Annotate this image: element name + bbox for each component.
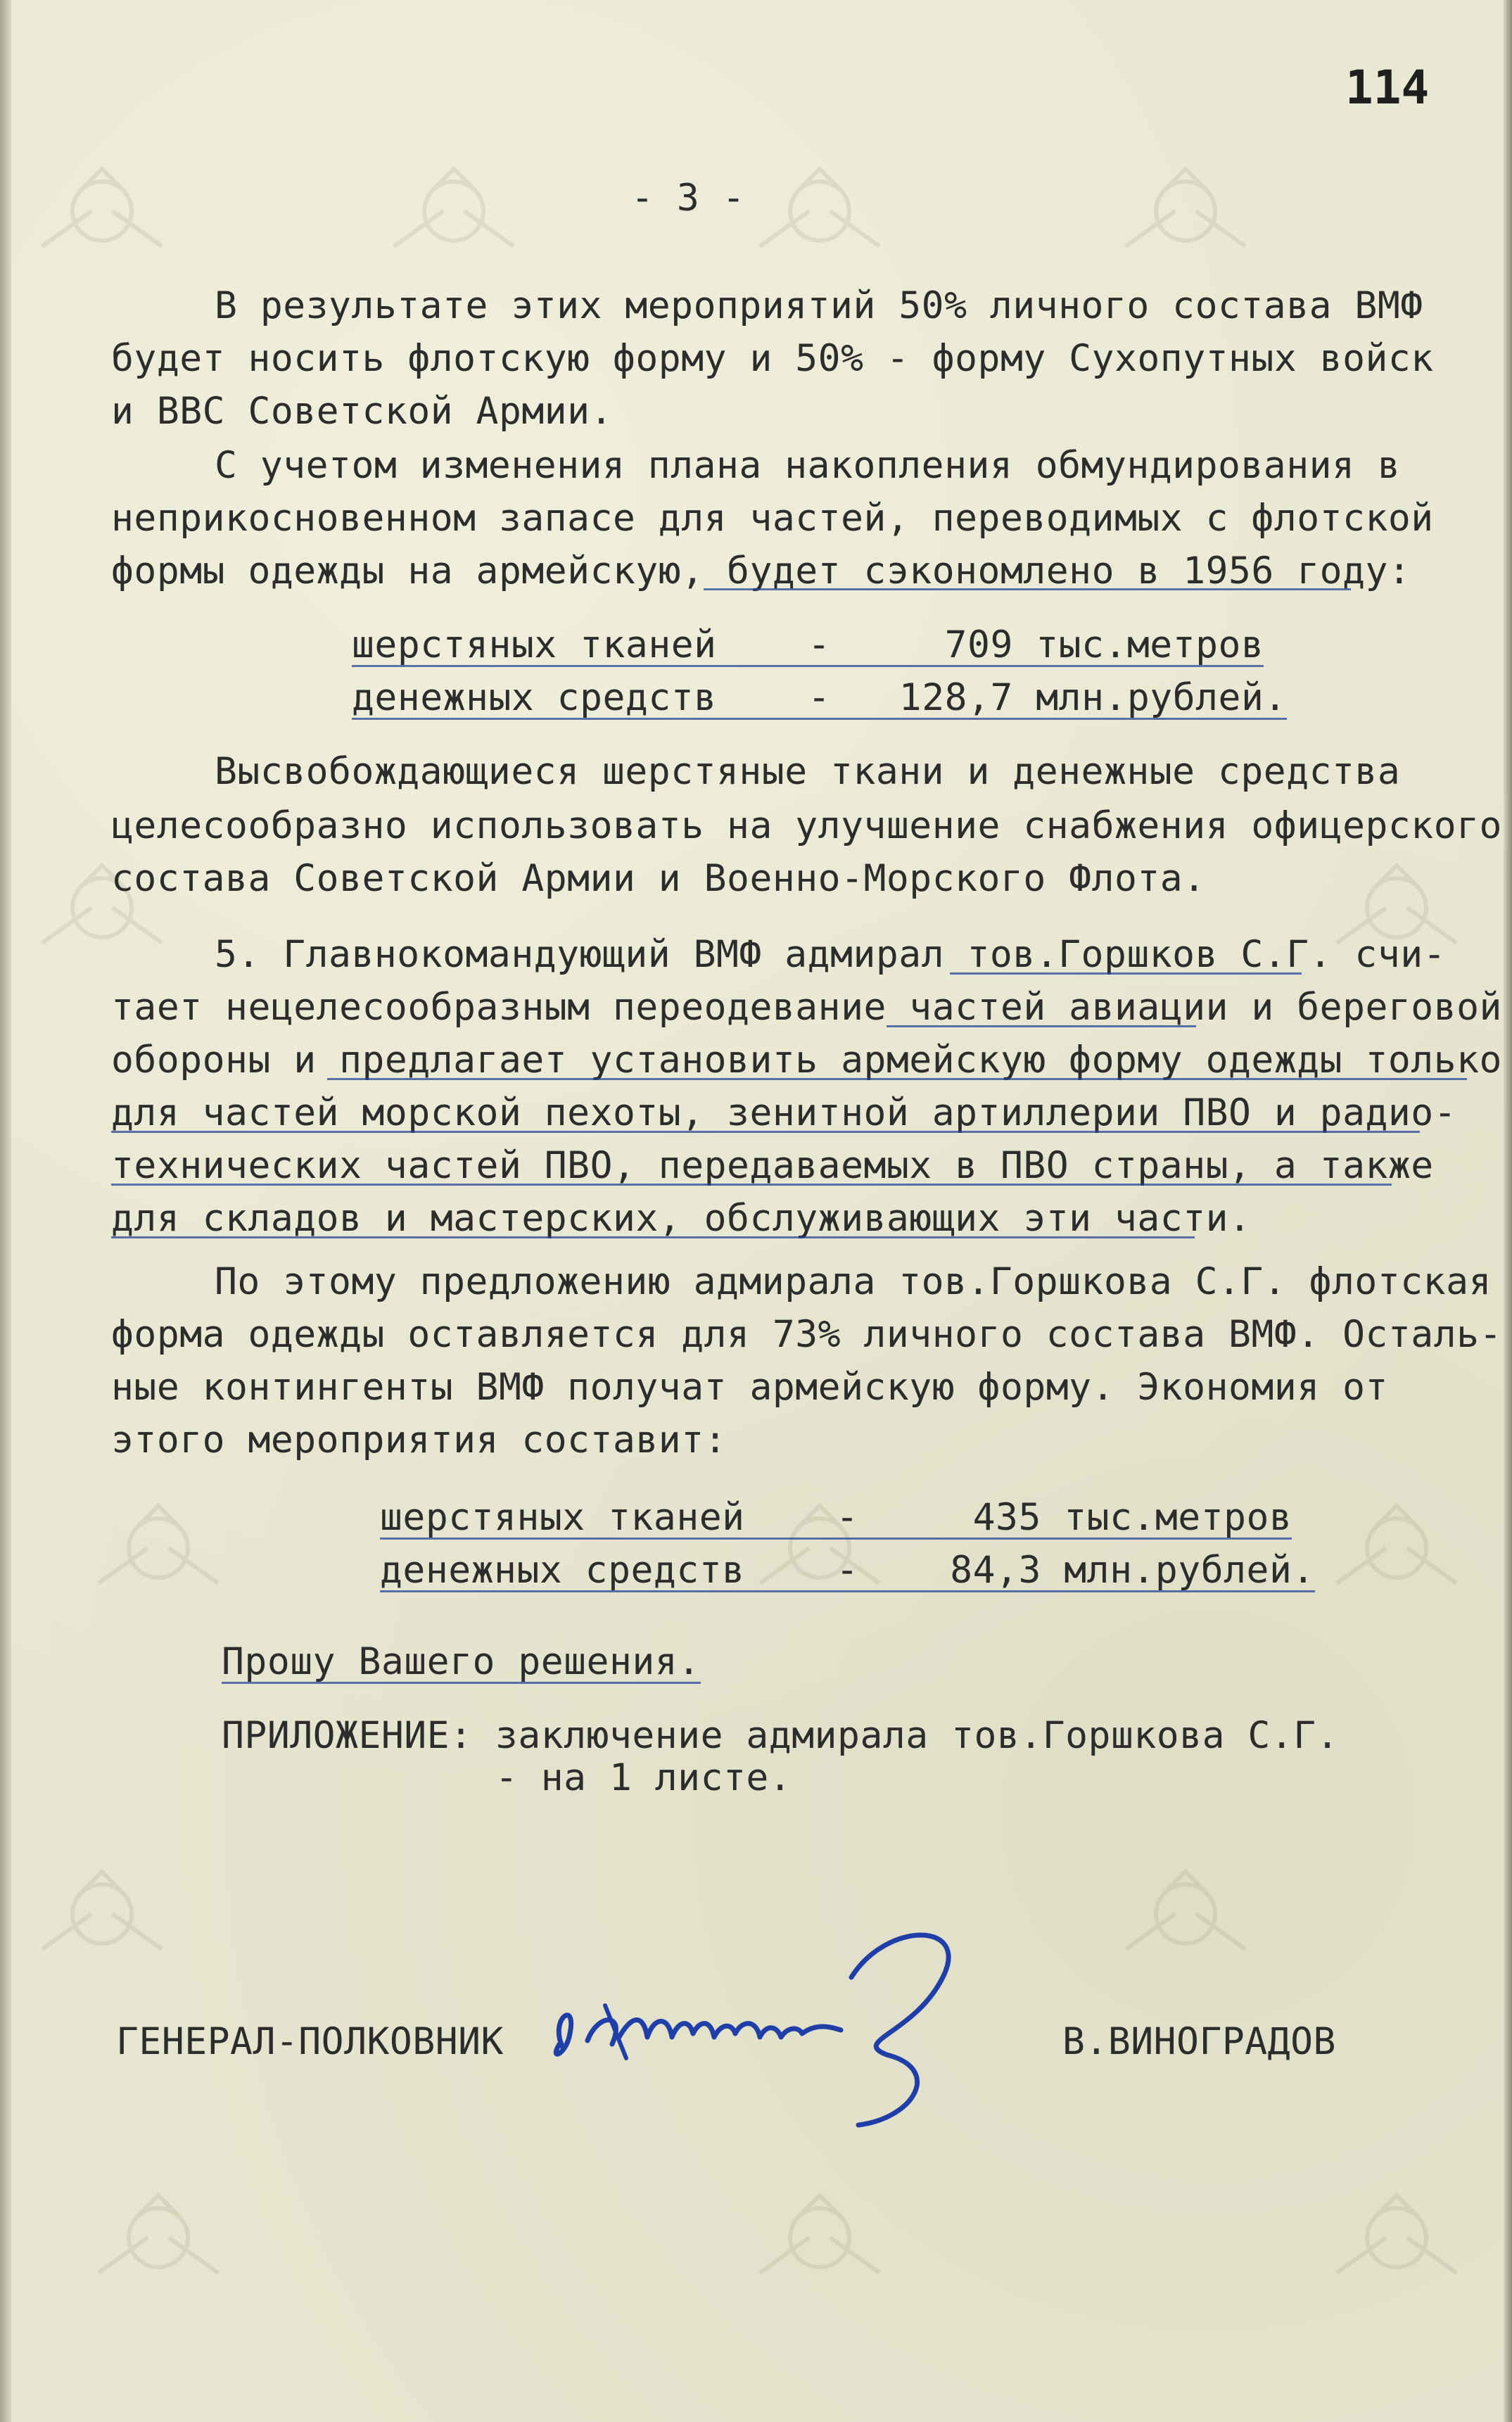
text-line: обороны и предлагает установить армейскую форму одежды только: [111, 1039, 1502, 1082]
attachment-line: - на 1 листе.: [222, 1756, 792, 1799]
watermark-emblem-icon: [1323, 2188, 1470, 2294]
watermark-emblem-icon: [28, 1865, 176, 1970]
text-line: форма одежды оставляется для 73% личного состава ВМФ. Осталь-: [111, 1313, 1502, 1356]
savings-line: денежных средств - 128,7 млн.рублей.: [352, 676, 1287, 719]
text-line: формы одежды на армейскую, будет сэкономлено в 1956 году:: [111, 550, 1411, 592]
text-line: ные контингенты ВМФ получат армейскую форму. Экономия от: [111, 1366, 1388, 1409]
text-line: Высвобождающиеся шерстяные ткани и денежные средства: [215, 750, 1401, 793]
watermark-emblem-icon: [746, 2188, 894, 2294]
text-line: 5. Главнокомандующий ВМФ адмирал тов.Горшков С.Г. счи-: [215, 933, 1447, 976]
archive-sheet-number: 114: [1345, 61, 1430, 115]
watermark-emblem-icon: [84, 2188, 232, 2294]
text-line: технических частей ПВО, передаваемых в ПВО страны, а также: [111, 1144, 1434, 1187]
text-line: для складов и мастерских, обслуживающих эти части.: [111, 1197, 1252, 1240]
ink-underline: [327, 1078, 1467, 1080]
watermark-emblem-icon: [28, 162, 176, 267]
text-line: По этому предложению адмирала тов.Горшкова С.Г. флотская: [215, 1260, 1492, 1303]
text-line: тает нецелесообразным переодевание частей авиации и береговой: [111, 986, 1502, 1029]
handwritten-signature: [521, 1893, 1098, 2160]
signatory-rank: ГЕНЕРАЛ-ПОЛКОВНИК: [116, 2020, 504, 2063]
page-right-edge: [1504, 0, 1512, 2422]
watermark-emblem-icon: [1323, 1499, 1470, 1604]
request-line: Прошу Вашего решения.: [222, 1640, 701, 1683]
text-line: С учетом изменения плана накопления обмундирования в: [215, 444, 1401, 487]
watermark-emblem-icon: [380, 162, 528, 267]
watermark-emblem-icon: [84, 1499, 232, 1604]
page-number: - 3 -: [631, 177, 746, 220]
ink-underline: [111, 1184, 1392, 1186]
text-line: состава Советской Армии и Военно-Морского Флота.: [111, 857, 1206, 900]
ink-underline: [887, 1025, 1196, 1027]
watermark-emblem-icon: [1112, 1865, 1259, 1970]
text-line: неприкосновенном запасе для частей, переводимых с флотской: [111, 497, 1434, 540]
text-line: будет носить флотскую форму и 50% - форму Сухопутных войск: [111, 337, 1434, 380]
savings-line: денежных средств - 84,3 млн.рублей.: [380, 1549, 1315, 1592]
page-left-edge: [0, 0, 11, 2422]
ink-underline: [111, 1236, 1195, 1238]
text-line: для частей морской пехоты, зенитной артиллерии ПВО и радио-: [111, 1091, 1457, 1134]
ink-underline: [704, 588, 1351, 590]
attachment-line: ПРИЛОЖЕНИЕ: заключение адмирала тов.Горшкова С.Г.: [222, 1714, 1340, 1757]
savings-line: шерстяных тканей - 709 тыс.метров: [352, 623, 1264, 666]
ink-underline: [950, 972, 1302, 975]
ink-underline: [111, 1131, 1420, 1133]
text-line: этого мероприятия составит:: [111, 1419, 728, 1462]
savings-line: шерстяных тканей - 435 тыс.метров: [380, 1496, 1292, 1539]
text-line: и ВВС Советской Армии.: [111, 390, 613, 433]
signatory-name: В.ВИНОГРАДОВ: [1062, 2020, 1336, 2063]
watermark-emblem-icon: [746, 162, 894, 267]
text-line: В результате этих мероприятий 50% личного состава ВМФ: [215, 284, 1423, 327]
text-line: целесообразно использовать на улучшение снабжения офицерского: [111, 804, 1502, 847]
watermark-emblem-icon: [1112, 162, 1259, 267]
